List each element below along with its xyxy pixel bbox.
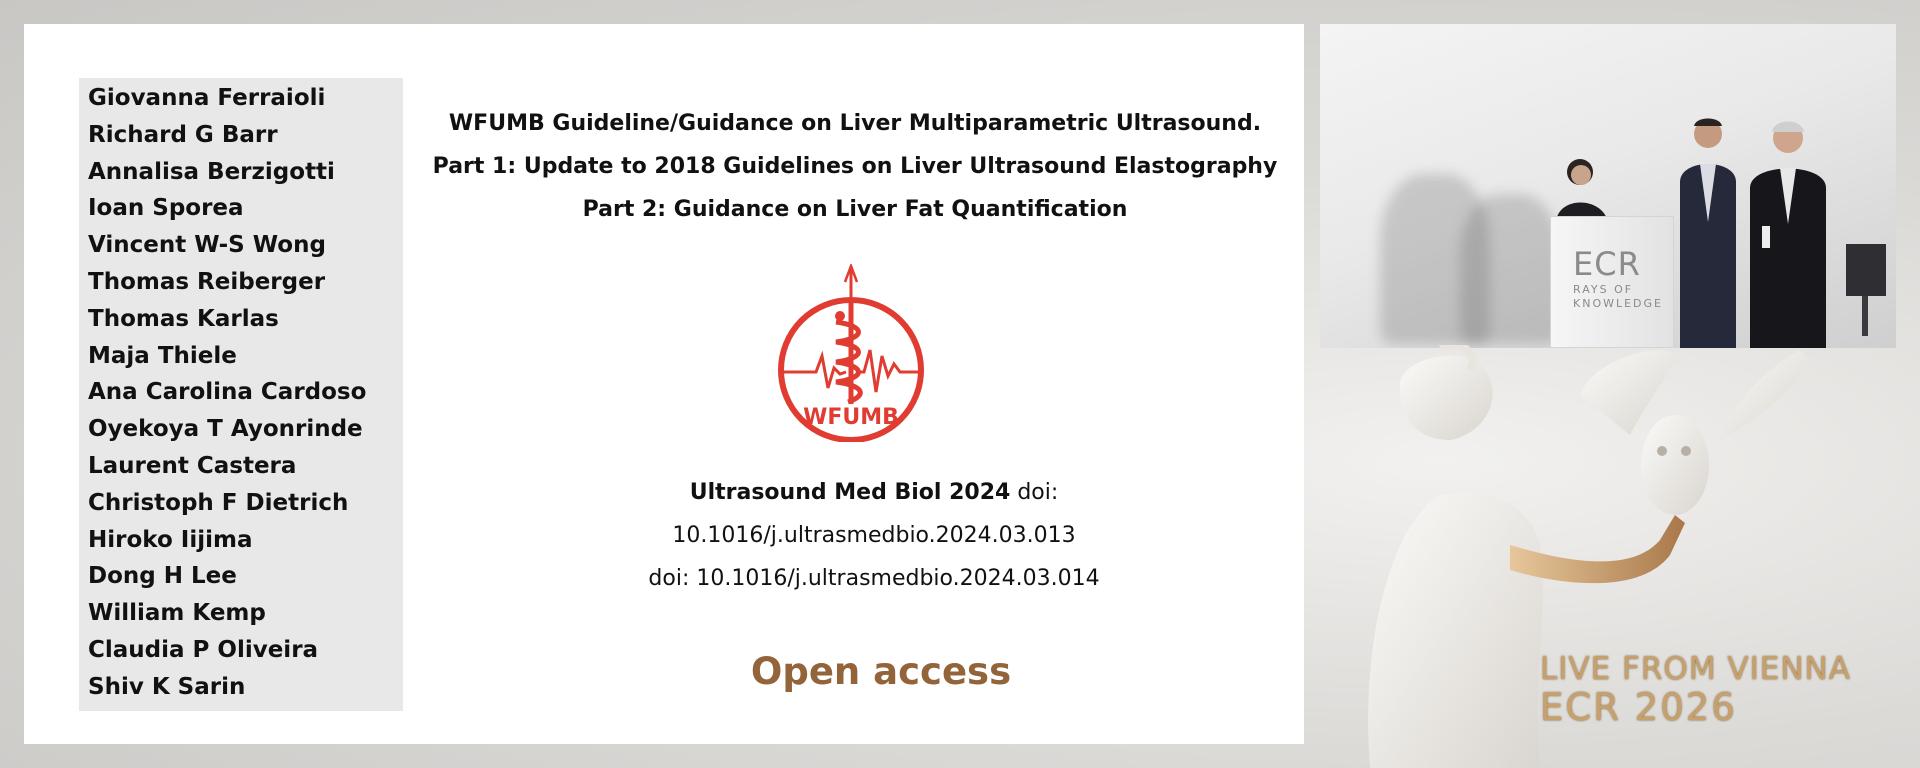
wfumb-logo [776,264,926,442]
author-name: Vincent W-S Wong [88,232,326,259]
title-line-3: Part 2: Guidance on Liver Fat Quantification [582,197,1128,222]
open-access-label: Open access [750,650,1012,693]
journal-name: Ultrasound Med Biol 2024 [689,480,1011,505]
branding-line-2: ECR 2026 [1540,686,1737,729]
author-name: William Kemp [88,600,266,627]
speaker-video [1320,24,1896,348]
podium [1550,216,1674,348]
author-name: Giovanna Ferraioli [88,85,326,111]
author-name: Shiv K Sarin [88,673,246,700]
monitor [1840,244,1896,348]
author-list [79,78,403,711]
author-name: Thomas Karlas [88,305,279,332]
author-name: Laurent Castera [88,452,297,479]
author-name: Ioan Sporea [88,195,244,222]
author-name: Thomas Reiberger [88,268,326,295]
author-name: Ana Carolina Cardoso [88,379,367,406]
title-line-1: WFUMB Guideline/Guidance on Liver Multiparametric Ultrasound. [448,111,1262,136]
author-name: Maja Thiele [88,342,237,369]
author-name: Claudia P Oliveira [88,636,319,663]
doi-1: 10.1016/j.ultrasmedbio.2024.03.013 [672,523,1076,548]
author-name: Richard G Barr [88,121,278,148]
author-name: Hiroko Iijima [88,526,253,553]
author-name: Christoph F Dietrich [88,489,349,516]
standing-person [1740,114,1836,348]
author-name: Annalisa Berzigotti [88,158,335,185]
author-name: Dong H Lee [88,563,237,590]
author-name: Oyekoya T Ayonrinde [88,416,363,443]
citation-line-1 [554,471,1194,514]
logo-text: WFUMB [803,405,899,430]
citation-block [554,471,1194,600]
speaker-person [1548,152,1618,222]
doi-2: doi: 10.1016/j.ultrasmedbio.2024.03.014 [648,566,1100,591]
doi-label: doi: [1010,480,1059,505]
standing-person [1668,112,1748,348]
podium-logo: ECR RAYS OF KNOWLEDGE [1573,245,1663,310]
slide-title [412,102,1298,231]
presentation-slide [24,24,1304,744]
event-branding [1540,650,1851,728]
branding-line-1: LIVE FROM VIENNA [1540,651,1851,687]
wall-shadow [1460,194,1560,344]
title-line-2: Part 1: Update to 2018 Guidelines on Liver Ultrasound Elastography [432,154,1278,179]
